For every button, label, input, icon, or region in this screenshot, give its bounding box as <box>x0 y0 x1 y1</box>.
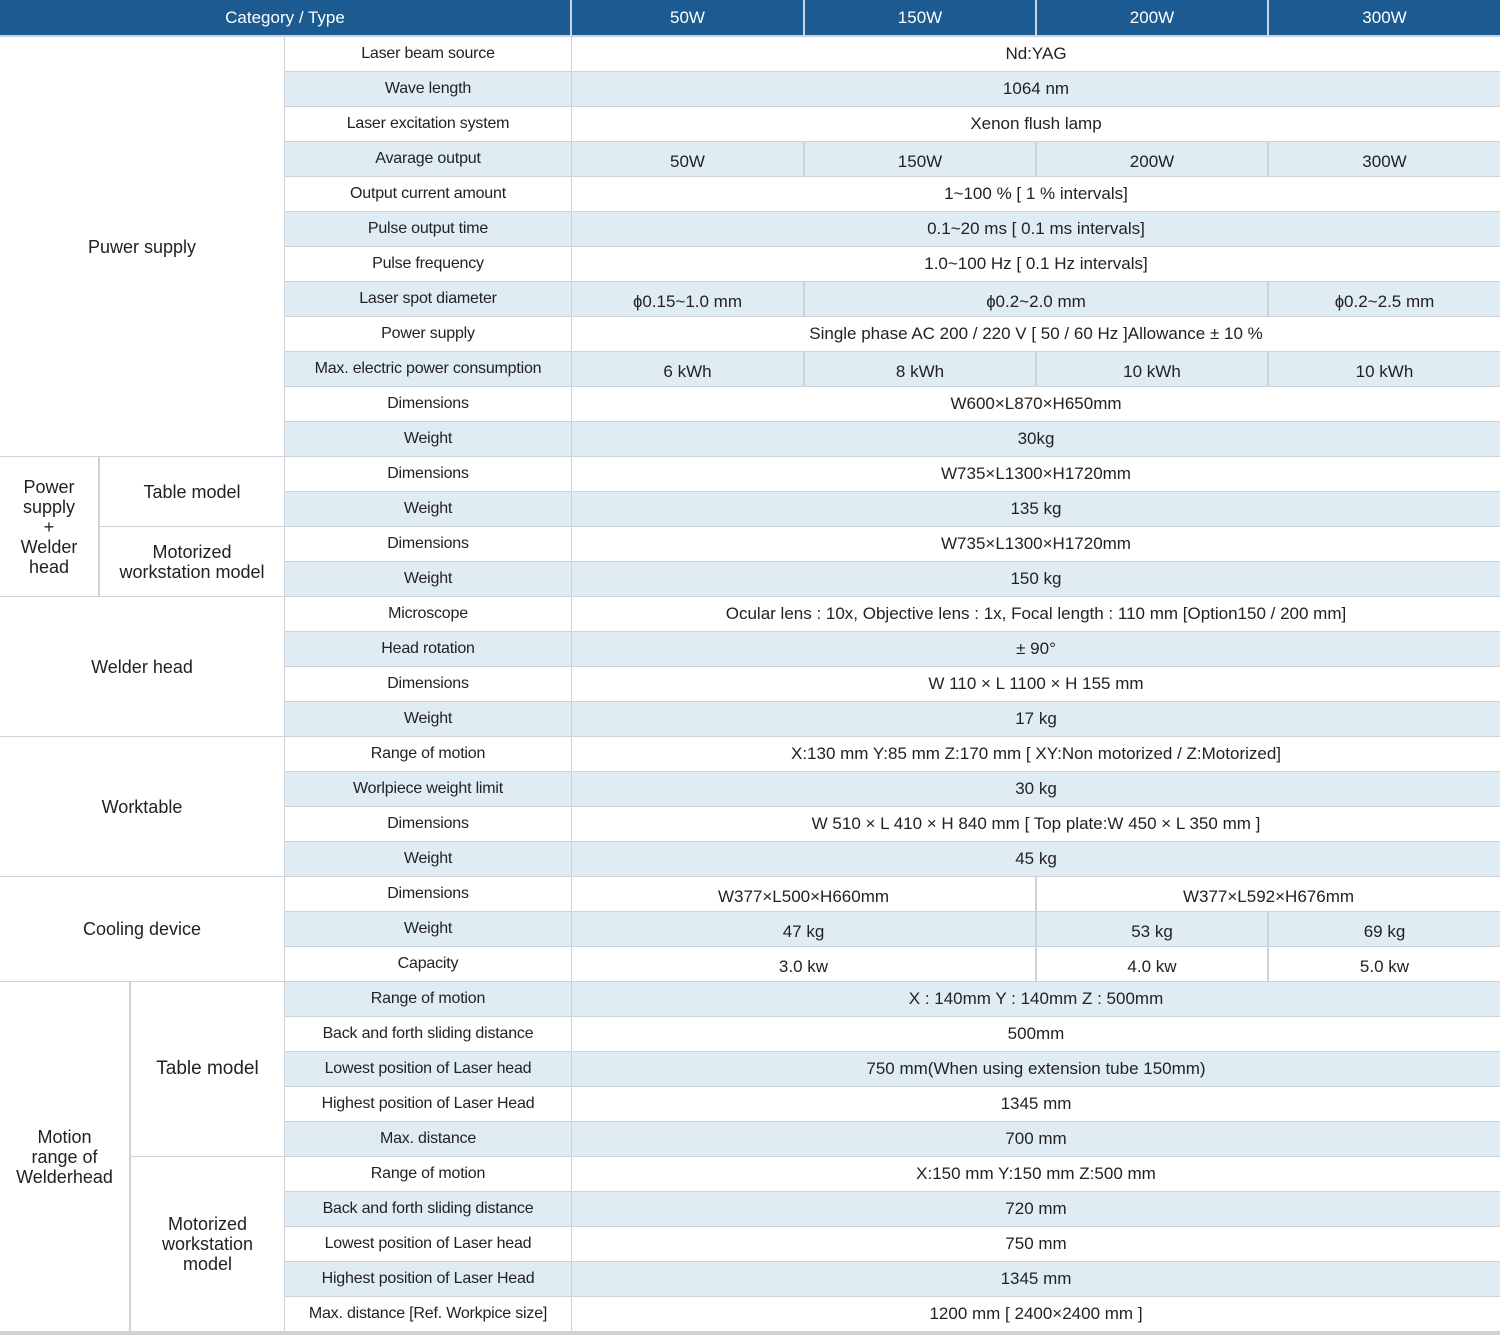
row-value: Single phase AC 200 / 220 V [ 50 / 60 Hz ]Allowance ± 10 % <box>572 317 1500 351</box>
row-value: W377×L592×H676mm <box>1037 877 1500 911</box>
category-welder-head: Welder head <box>0 597 284 736</box>
row-value: 17 kg <box>572 702 1500 736</box>
header-type-1: 50W <box>572 0 803 35</box>
row-label: Microscope <box>285 597 571 631</box>
row-label: Max. distance <box>285 1122 571 1156</box>
row-label: Weight <box>285 912 571 946</box>
row-label: Back and forth sliding distance <box>285 1017 571 1051</box>
row-label: Highest position of Laser Head <box>285 1262 571 1296</box>
row-value: 720 mm <box>572 1192 1500 1226</box>
row-label: Dimensions <box>285 387 571 421</box>
row-value: ± 90° <box>572 632 1500 666</box>
row-label: Range of motion <box>285 737 571 771</box>
header-category: Category / Type <box>0 0 570 35</box>
row-value: 1200 mm [ 2400×2400 mm ] <box>572 1297 1500 1331</box>
row-label: Head rotation <box>285 632 571 666</box>
row-label: Weight <box>285 702 571 736</box>
row-value: 135 kg <box>572 492 1500 526</box>
row-value: ɸ0.2~2.0 mm <box>805 282 1267 316</box>
row-value: W735×L1300×H1720mm <box>572 527 1500 561</box>
row-label: Avarage output <box>285 142 571 176</box>
row-label: Dimensions <box>285 457 571 491</box>
header-type-3: 200W <box>1037 0 1267 35</box>
row-label: Dimensions <box>285 527 571 561</box>
row-value: 69 kg <box>1269 912 1500 946</box>
row-label: Back and forth sliding distance <box>285 1192 571 1226</box>
row-value: 200W <box>1037 142 1267 176</box>
category-cooling-device: Cooling device <box>0 877 284 981</box>
row-value: 150 kg <box>572 562 1500 596</box>
row-value: X : 140mm Y : 140mm Z : 500mm <box>572 982 1500 1016</box>
row-label: Output current amount <box>285 177 571 211</box>
header-type-2: 150W <box>805 0 1035 35</box>
subcategory-table-model: Table model <box>100 457 284 526</box>
row-value: 1.0~100 Hz [ 0.1 Hz intervals] <box>572 247 1500 281</box>
row-value: 45 kg <box>572 842 1500 876</box>
subcategory-motion-table-model: Table model <box>131 982 284 1156</box>
row-value: Ocular lens : 10x, Objective lens : 1x, Focal length : 110 mm [Option150 / 200 mm] <box>572 597 1500 631</box>
row-label: Range of motion <box>285 982 571 1016</box>
row-value: 1~100 % [ 1 % intervals] <box>572 177 1500 211</box>
category-power-supply-welder-head: Power supply + Welder head <box>0 457 98 596</box>
row-value: 5.0 kw <box>1269 947 1500 981</box>
row-value: W735×L1300×H1720mm <box>572 457 1500 491</box>
row-value: 1064 nm <box>572 72 1500 106</box>
row-label: Lowest position of Laser head <box>285 1227 571 1261</box>
category-motion-range: Motion range of Welderhead <box>0 982 129 1331</box>
row-label: Weight <box>285 562 571 596</box>
row-label: Laser excitation system <box>285 107 571 141</box>
category-worktable: Worktable <box>0 737 284 876</box>
row-value: 750 mm <box>572 1227 1500 1261</box>
row-label: Lowest position of Laser head <box>285 1052 571 1086</box>
row-label: Laser spot diameter <box>285 282 571 316</box>
row-label: Pulse frequency <box>285 247 571 281</box>
row-value: 4.0 kw <box>1037 947 1267 981</box>
header-type-4: 300W <box>1269 0 1500 35</box>
row-label: Capacity <box>285 947 571 981</box>
row-label: Dimensions <box>285 807 571 841</box>
row-label: Weight <box>285 842 571 876</box>
row-value: X:150 mm Y:150 mm Z:500 mm <box>572 1157 1500 1191</box>
row-label: Dimensions <box>285 877 571 911</box>
row-value: 6 kWh <box>572 352 803 386</box>
row-value: W377×L500×H660mm <box>572 877 1035 911</box>
row-value: Xenon flush lamp <box>572 107 1500 141</box>
row-value: 10 kWh <box>1269 352 1500 386</box>
row-value: 30 kg <box>572 772 1500 806</box>
row-label: Range of motion <box>285 1157 571 1191</box>
row-value: 1345 mm <box>572 1087 1500 1121</box>
row-value: 700 mm <box>572 1122 1500 1156</box>
row-label: Weight <box>285 422 571 456</box>
row-label: Power supply <box>285 317 571 351</box>
subcategory-motion-motorized-model: Motorized workstation model <box>131 1157 284 1331</box>
row-label: Dimensions <box>285 667 571 701</box>
row-value: 0.1~20 ms [ 0.1 ms intervals] <box>572 212 1500 246</box>
row-label: Max. electric power consumption <box>285 352 571 386</box>
category-power-supply: Puwer supply <box>0 37 284 456</box>
row-value: 30kg <box>572 422 1500 456</box>
row-value: X:130 mm Y:85 mm Z:170 mm [ XY:Non motorized / Z:Motorized] <box>572 737 1500 771</box>
row-value: W 110 × L 1100 × H 155 mm <box>572 667 1500 701</box>
row-value: Nd:YAG <box>572 37 1500 71</box>
row-label: Worlpiece weight limit <box>285 772 571 806</box>
row-label: Wave length <box>285 72 571 106</box>
row-value: 10 kWh <box>1037 352 1267 386</box>
row-value: 53 kg <box>1037 912 1267 946</box>
row-label: Weight <box>285 492 571 526</box>
row-value: 47 kg <box>572 912 1035 946</box>
row-label: Max. distance [Ref. Workpice size] <box>285 1297 571 1331</box>
row-label: Pulse output time <box>285 212 571 246</box>
row-value: 300W <box>1269 142 1500 176</box>
row-value: W 510 × L 410 × H 840 mm [ Top plate:W 450 × L 350 mm ] <box>572 807 1500 841</box>
row-value: ɸ0.15~1.0 mm <box>572 282 803 316</box>
row-value: 50W <box>572 142 803 176</box>
row-value: 150W <box>805 142 1035 176</box>
row-label: Laser beam source <box>285 37 571 71</box>
subcategory-motorized-workstation-model: Motorized workstation model <box>100 527 284 596</box>
row-value: W600×L870×H650mm <box>572 387 1500 421</box>
row-value: 1345 mm <box>572 1262 1500 1296</box>
row-value: 3.0 kw <box>572 947 1035 981</box>
row-label: Highest position of Laser Head <box>285 1087 571 1121</box>
row-value: 750 mm(When using extension tube 150mm) <box>572 1052 1500 1086</box>
row-value: ɸ0.2~2.5 mm <box>1269 282 1500 316</box>
row-value: 500mm <box>572 1017 1500 1051</box>
row-value: 8 kWh <box>805 352 1035 386</box>
